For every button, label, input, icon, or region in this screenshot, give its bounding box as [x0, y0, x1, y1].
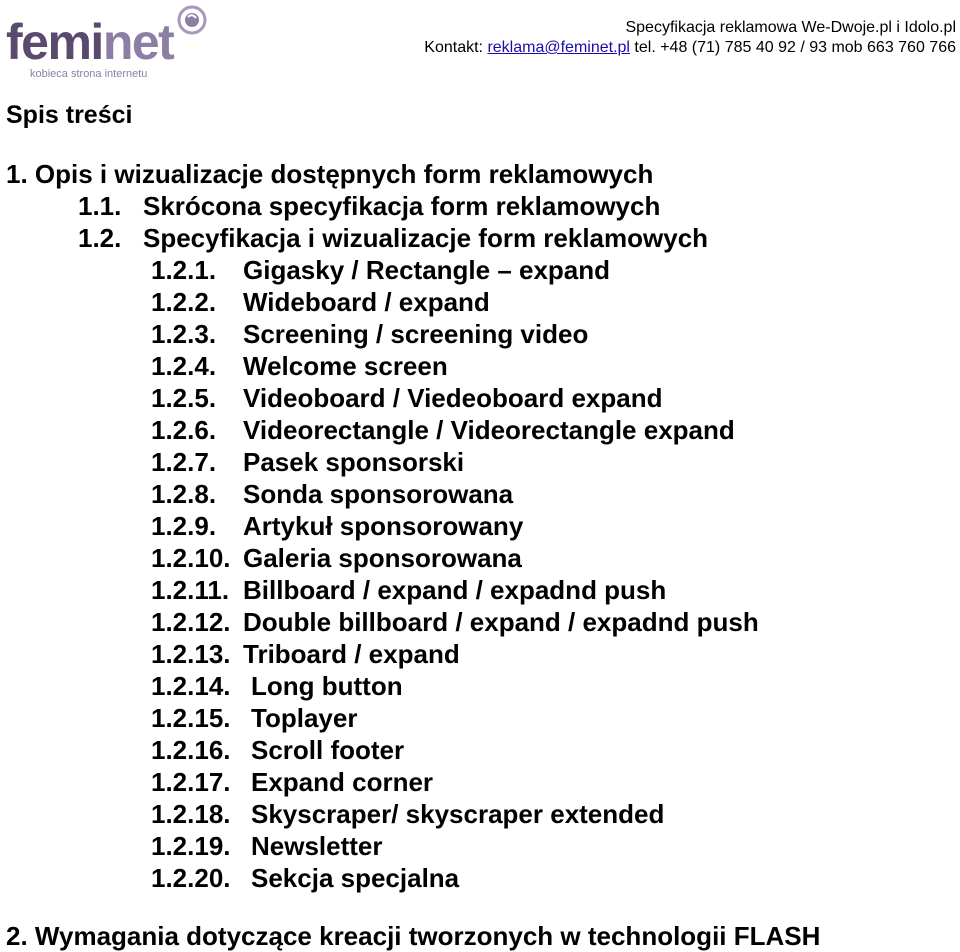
contact-label: Kontakt:: [424, 39, 488, 56]
toc-item[interactable]: [151, 414, 735, 446]
toc-item-text: Wymagania dotyczące kreacji tworzonych w technologii FLASH: [34, 921, 821, 951]
toc-item-text: Billboard / expand / expadnd push: [243, 575, 667, 605]
toc-item-number: 1.2.8.: [151, 479, 217, 509]
toc-item-text: Toplayer: [251, 703, 358, 733]
toc-item-number: 1.: [6, 159, 28, 189]
toc-item-number: 1.2.20.: [151, 863, 231, 893]
toc-item-text: Screening / screening video: [243, 319, 589, 349]
toc-item-text: Double billboard / expand / expadnd push: [243, 607, 759, 637]
toc-item-text: Artykuł sponsorowany: [243, 511, 524, 541]
toc-item-text: Videoboard / Viedeoboard expand: [243, 383, 663, 413]
toc-item-number: 1.2.1.: [151, 255, 217, 285]
toc-item-number: 1.2.12.: [151, 607, 231, 637]
toc-item[interactable]: [151, 606, 759, 638]
toc-item-number: 1.2.11.: [151, 575, 230, 605]
toc-item[interactable]: [78, 222, 708, 254]
toc-item[interactable]: [151, 670, 403, 702]
toc-item-number: 1.2.9.: [151, 511, 217, 541]
toc-item-number: 1.2.10.: [151, 543, 231, 573]
logo-tagline: kobieca strona internetu: [30, 68, 148, 80]
toc-item-text: Pasek sponsorski: [243, 447, 465, 477]
toc-item[interactable]: [151, 446, 464, 478]
toc-item-text: Wideboard / expand: [243, 287, 490, 317]
toc-item-text: Opis i wizualizacje dostępnych form reklamowych: [34, 159, 654, 189]
toc-item[interactable]: [151, 478, 513, 510]
contact-line: [424, 38, 956, 58]
toc-item-number: 1.2.7.: [151, 447, 217, 477]
toc-item-number: 1.2.18.: [151, 799, 231, 829]
toc-item-number: 1.2.13.: [151, 639, 231, 669]
toc-item-number: 1.2.: [78, 223, 122, 253]
toc-item[interactable]: [151, 318, 588, 350]
toc-item-text: Skyscraper/ skyscraper extended: [251, 799, 665, 829]
toc-item[interactable]: [6, 158, 653, 190]
logo-word-accent: net: [102, 14, 174, 70]
toc-item[interactable]: [151, 254, 610, 286]
toc-item[interactable]: [151, 510, 523, 542]
toc-item[interactable]: [151, 702, 357, 734]
logo-word-main: femi: [6, 14, 103, 70]
toc-item-number: 1.2.2.: [151, 287, 217, 317]
toc-item-text: Scroll footer: [251, 735, 405, 765]
toc-item-text: Long button: [251, 671, 403, 701]
toc-item-number: 2.: [6, 921, 28, 951]
toc-item-number: 1.2.17.: [151, 767, 231, 797]
toc-item-text: Gigasky / Rectangle – expand: [243, 255, 611, 285]
toc-item[interactable]: [151, 350, 448, 382]
toc-item[interactable]: [151, 734, 404, 766]
toc-item-text: Skrócona specyfikacja form reklamowych: [143, 191, 661, 221]
toc-item-number: 1.2.15.: [151, 703, 231, 733]
toc-item[interactable]: [151, 286, 490, 318]
document-header: [424, 18, 956, 58]
toc-item-number: 1.2.19.: [151, 831, 231, 861]
toc-item[interactable]: [151, 862, 459, 894]
toc-item-number: 1.2.6.: [151, 415, 217, 445]
toc-item-text: Specyfikacja i wizualizacje form reklamowych: [143, 223, 709, 253]
toc-item-number: 1.2.5.: [151, 383, 217, 413]
toc-item-text: Videorectangle / Videorectangle expand: [243, 415, 735, 445]
toc-item-text: Sonda sponsorowana: [243, 479, 514, 509]
toc-item[interactable]: [151, 766, 433, 798]
toc-item[interactable]: [78, 190, 660, 222]
toc-item[interactable]: [151, 542, 522, 574]
logo-wordmark: [6, 14, 173, 70]
toc-item-number: 1.2.14.: [151, 671, 231, 701]
feminet-logo: [6, 4, 206, 80]
toc-title: Spis treści: [6, 101, 133, 129]
logo-swirl-icon: [176, 4, 208, 36]
toc-item[interactable]: [151, 574, 666, 606]
toc-item-text: Welcome screen: [243, 351, 448, 381]
toc-item-text: Expand corner: [251, 767, 434, 797]
toc-item[interactable]: [6, 920, 820, 952]
toc-item[interactable]: [151, 638, 460, 670]
toc-item-number: 1.2.16.: [151, 735, 231, 765]
toc-item-number: 1.2.3.: [151, 319, 217, 349]
toc-item[interactable]: [151, 830, 383, 862]
document-title: Specyfikacja reklamowa We-Dwoje.pl i Idolo.pl: [625, 19, 956, 36]
toc-item[interactable]: [151, 382, 662, 414]
contact-phone: tel. +48 (71) 785 40 92 / 93 mob 663 760 766: [629, 39, 956, 56]
toc-item-text: Galeria sponsorowana: [243, 543, 522, 573]
toc-item-text: Newsletter: [251, 831, 383, 861]
toc-item-number: 1.1.: [78, 191, 122, 221]
toc-item-number: 1.2.4.: [151, 351, 217, 381]
toc-item-text: Triboard / expand: [243, 639, 460, 669]
toc-item[interactable]: [151, 798, 664, 830]
toc-item-text: Sekcja specjalna: [251, 863, 460, 893]
contact-email-link[interactable]: reklama@feminet.pl: [487, 39, 630, 56]
